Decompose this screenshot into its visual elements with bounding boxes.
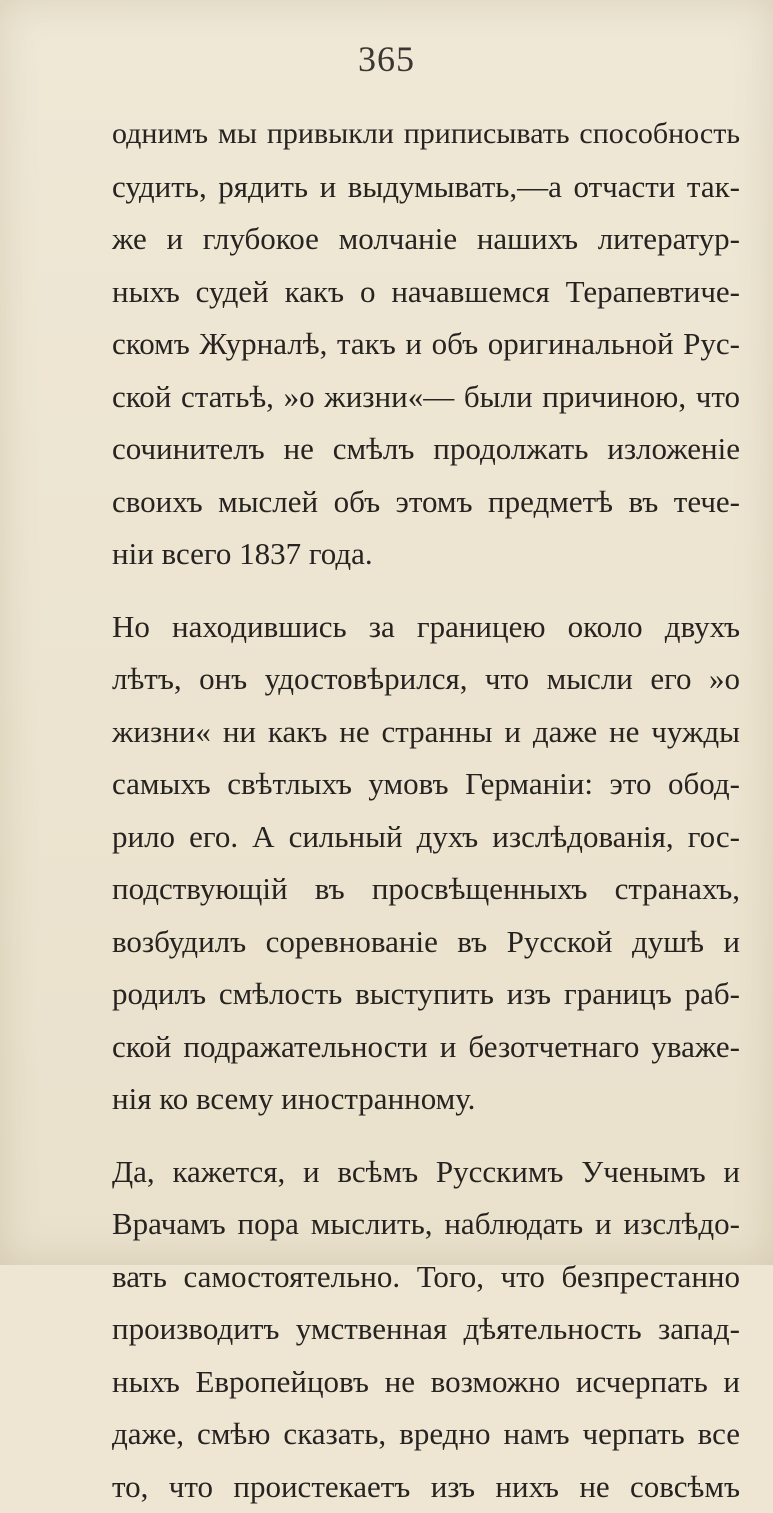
text-line: ныхъ судей какъ о начавшемся Терапевтиче- — [112, 266, 740, 319]
text-line: своихъ мыслей объ этомъ предметѣ въ тече- — [112, 476, 740, 529]
text-line: скомъ Журналѣ, такъ и объ оригинальной Рус- — [112, 318, 740, 371]
text-line: ныхъ Европейцовъ не возможно исчерпать и — [112, 1356, 740, 1409]
paragraph-2 — [112, 601, 740, 1126]
text-line: Но находившись за границею около двухъ — [112, 601, 740, 654]
text-line: производитъ умственная дѣятельность запад- — [112, 1303, 740, 1356]
paragraph-gap — [112, 1126, 740, 1146]
text-line: подствующій въ просвѣщенныхъ странахъ, — [112, 863, 740, 916]
text-line: же и глубокое молчаніе нашихъ литератур- — [112, 213, 740, 266]
text-line: вать самостоятельно. Того, что безпрестанно — [112, 1251, 740, 1304]
text-line: то, что проистекаетъ изъ нихъ не совсѣмъ — [112, 1461, 740, 1513]
text-line: Да, кажется, и всѣмъ Русскимъ Ученымъ и — [112, 1146, 740, 1199]
body-text — [112, 108, 740, 1513]
text-line: рило его. А сильный духъ изслѣдованія, гос- — [112, 811, 740, 864]
text-line: самыхъ свѣтлыхъ умовъ Германіи: это обод- — [112, 758, 740, 811]
text-line: родилъ смѣлость выступить изъ границъ раб- — [112, 968, 740, 1021]
text-line: нія ко всему иностранному. — [112, 1073, 740, 1126]
text-line: даже, смѣю сказать, вредно намъ черпать все — [112, 1408, 740, 1461]
text-line: судить, рядить и выдумывать,—а отчасти так- — [112, 161, 740, 214]
paragraph-3 — [112, 1146, 740, 1513]
text-line: ской статьѣ, »о жизни«— были причиною, что — [112, 371, 740, 424]
text-line: лѣтъ, онъ удостовѣрился, что мысли его »о — [112, 653, 740, 706]
page-number: 365 — [0, 38, 773, 80]
text-line: возбудилъ соревнованіе въ Русской душѣ и — [112, 916, 740, 969]
paragraph-1 — [112, 108, 740, 581]
text-line: ской подражательности и безотчетнаго уваже- — [112, 1021, 740, 1074]
text-line: Врачамъ пора мыслить, наблюдать и изслѣдо- — [112, 1198, 740, 1251]
paragraph-gap — [112, 581, 740, 601]
text-line: жизни« ни какъ не странны и даже не чужды — [112, 706, 740, 759]
text-line: однимъ мы привыкли приписывать способность — [112, 108, 740, 161]
text-line: ніи всего 1837 года. — [112, 528, 740, 581]
text-line: сочинителъ не смѣлъ продолжать изложеніе — [112, 423, 740, 476]
